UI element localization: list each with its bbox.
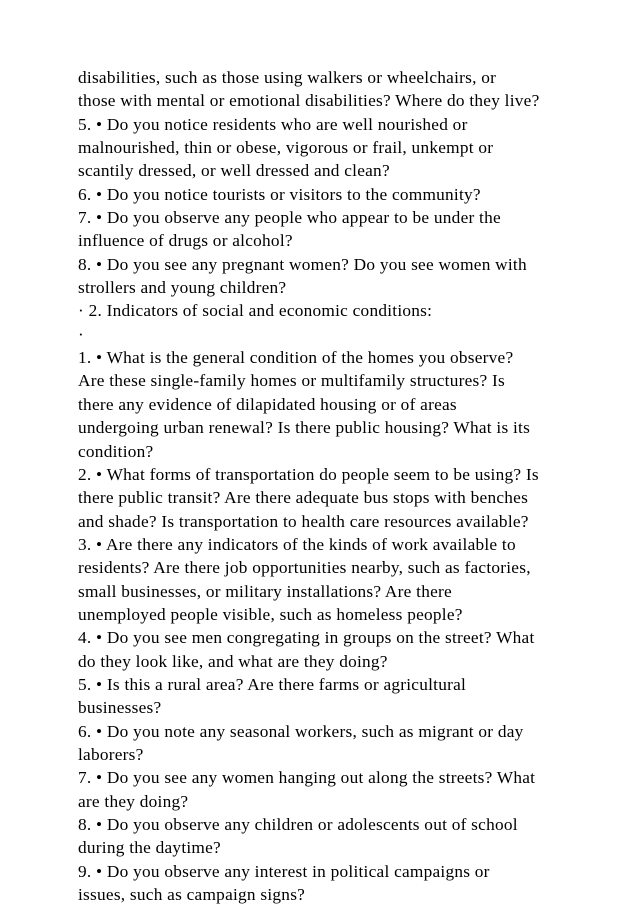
text-line: during the daytime? [78,838,221,858]
text-line: unemployed people visible, such as homeless people? [78,604,463,624]
text-line: there public transit? Are there adequate bus stops with benches [78,488,529,508]
text-line: are they doing? [78,791,189,811]
text-line: Are these single-family homes or multifamily structures? Is [78,371,505,391]
text-line: 2. • What forms of transportation do people seem to be using? Is [78,464,539,484]
text-line: 7. • Do you observe any people who appear to be under the [78,208,501,228]
text-line: 5. • Is this a rural area? Are there farms or agricultural [78,674,467,694]
text-line: scantily dressed, or well dressed and clean? [78,161,390,181]
text-line: businesses? [78,698,162,718]
text-line: 5. • Do you notice residents who are well nourished or [78,114,468,134]
text-line: undergoing urban renewal? Is there public housing? What is its [78,418,531,438]
text-line: those with mental or emotional disabilities? Where do they live? [78,91,540,111]
text-line: condition? [78,441,154,461]
text-line: residents? Are there job opportunities nearby, such as factories, [78,558,531,578]
text-line: 3. • Are there any indicators of the kinds of work available to [78,534,516,554]
text-line: 9. • Do you observe any interest in political campaigns or [78,861,490,881]
text-line: 4. • Do you see men congregating in groups on the street? What [78,628,535,648]
text-line: disabilities, such as those using walkers or wheelchairs, or [78,68,497,87]
text-line: issues, such as campaign signs? [78,885,306,905]
text-line: 6. • Do you note any seasonal workers, such as migrant or day [78,721,524,741]
text-line: and shade? Is transportation to health care resources available? [78,511,529,531]
section-heading: · 2. Indicators of social and economic conditions: [78,301,433,321]
text-line: 7. • Do you see any women hanging out along the streets? What [78,768,536,788]
text-line: 8. • Do you see any pregnant women? Do you see women with [78,254,527,274]
text-line: malnourished, thin or obese, vigorous or frail, unkempt or [78,138,494,158]
text-line: small businesses, or military installations? Are there [78,581,452,601]
text-line: 6. • Do you notice tourists or visitors to the community? [78,184,481,204]
text-line: there any evidence of dilapidated housing or of areas [78,394,457,414]
document-body [78,66,623,906]
bullet-marker: · [78,324,85,344]
text-line: laborers? [78,744,144,764]
text-line: strollers and young children? [78,278,287,298]
text-line: 1. • What is the general condition of the homes you observe? [78,348,514,368]
text-line: do they look like, and what are they doing? [78,651,388,671]
text-line: 8. • Do you observe any children or adolescents out of school [78,815,518,834]
text-line: influence of drugs or alcohol? [78,231,293,251]
